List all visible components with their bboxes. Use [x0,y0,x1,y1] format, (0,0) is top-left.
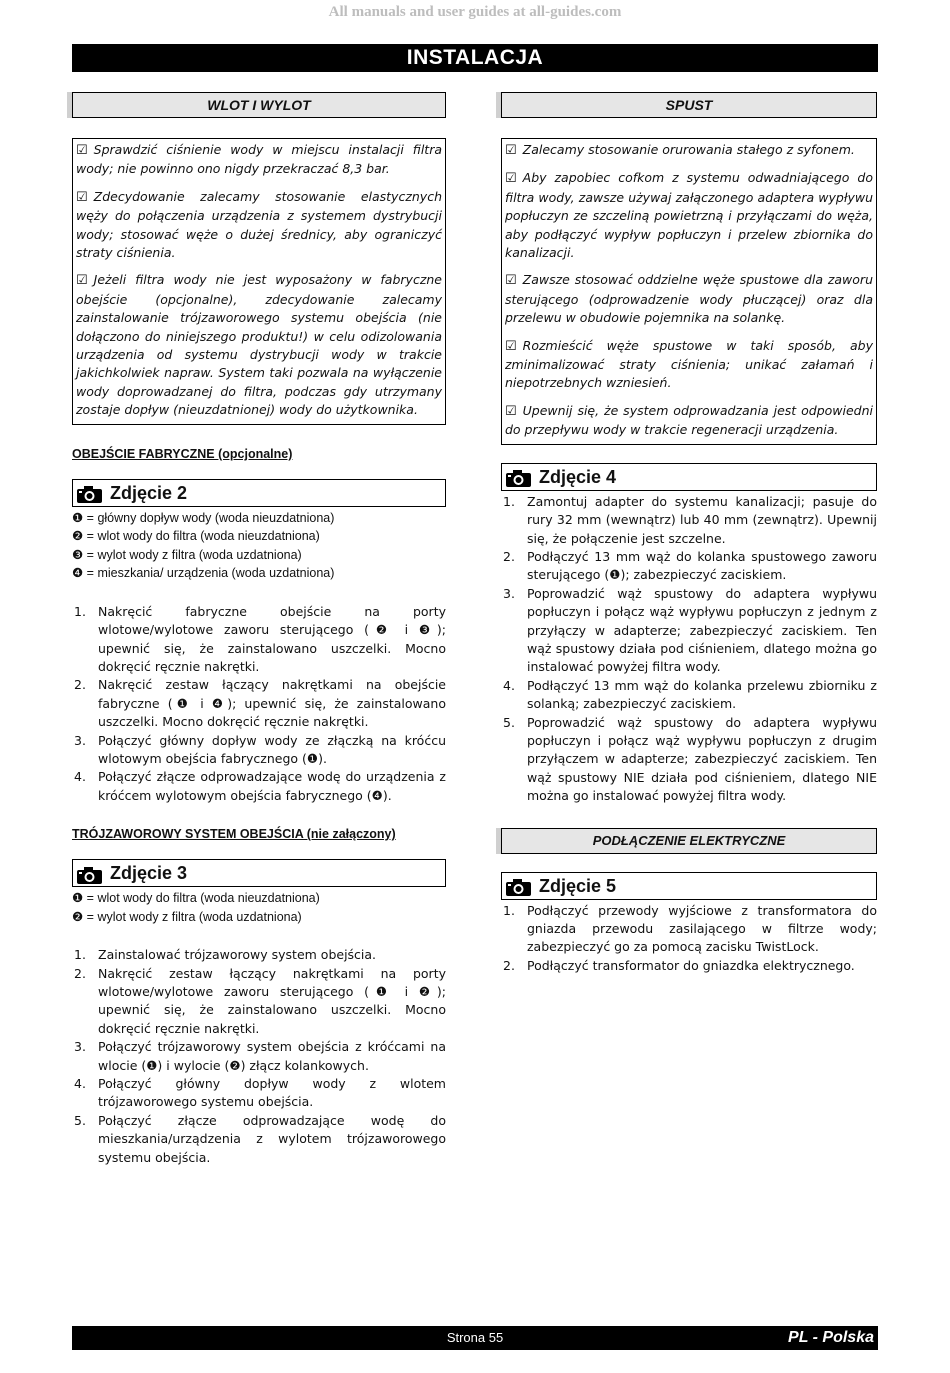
list-item: 1. Zamontuj adapter do systemu kanalizacji; pasuje do rury 32 mm (wewnątrz) lub 40 mm (zewnątrz). Upewnij się, że połączenie jest szczelne. [503,493,877,546]
drain-checklist [501,138,877,445]
list-item: 3. Połączyć główny dopływ wody ze złączką na króćcu wlotowym obejścia fabrycznego (❶). [74,732,446,766]
checkbox-icon: ☑ [76,189,88,205]
list-item: 2. Podłączyć transformator do gniazdka elektrycznego. [503,957,855,973]
photo-4-steps [501,493,877,806]
section-title-inlet-outlet: WLOT I WYLOT [72,92,446,118]
list-item: 4. Połączyć złącze odprowadzające wodę do urządzenia z króćcem wylotowym obejścia fabrycznego (❹). [74,769,446,803]
checklist-item: ☑ Rozmieścić węże spustowe w taki sposób, aby zminimalizować straty ciśnienia; unikać załamań i niepotrzebnych wzniesień. [505,337,873,391]
three-valve-bypass-title: TRÓJZAWOROWY SYSTEM OBEJŚCIA (nie załączony) [72,827,396,842]
inlet-outlet-checklist [72,138,446,425]
list-item: 2. Podłączyć 13 mm wąż do kolanka spustowego zaworu sterującego (❶); zabezpieczyć zaciskiem. [503,548,877,583]
camera-icon [77,484,102,501]
photo-2-steps [72,603,446,805]
list-item: 1. Nakręcić fabryczne obejście na porty wlotowe/wylotowe zaworu sterującego (❷ i ❸); upewnić się, że zainstalowano uszczelki. Mocno dokręcić ręcznie nakrętki. [74,603,446,674]
checklist-item: ☑ Jeżeli filtra wody nie jest wyposażony w fabryczne obejście (opcjonalne), zdecydowanie zalecamy zainstalowanie trójzaworowego systemu obejścia (nie dołączono do niniejszego produktu!) w celu odizolowania urządzenia od systemu dystrybucji wody w trakcie jakichkolwiek napraw. System taki pozwala na wyłączenie wody doprowadzanej do filtra, podczas gdy utrzymany zostaje dopływ (nieuzdatnionej) wody do użytkownika. [76,272,442,418]
watermark: All manuals and user guides at all-guides.com [328,4,622,20]
checklist-item: ☑ Zdecydowanie zalecamy stosowanie elastycznych węży do połączenia urządzenia z systemem dystrybucji wody; stosować węże o dużej średnicy, aby ograniczyć straty ciśnienia. [76,188,442,261]
photo-2-legend [72,509,446,583]
photo-5-heading: Zdjęcie 5 [501,872,877,900]
checklist-item: ☑ Zalecamy stosowanie orurowania stałego z syfonem. [505,142,855,158]
photo-3-heading: Zdjęcie 3 [72,859,446,887]
right-column [501,92,877,975]
checkbox-icon: ☑ [505,143,517,158]
legend-item: ❶ = wlot wody do filtra (woda nieuzdatniona) [72,891,320,906]
list-item: 4. Połączyć główny dopływ wody z wlotem trójzaworowego systemu obejścia. [74,1076,446,1110]
section-title-electrical: PODŁĄCZENIE ELEKTRYCZNE [501,828,877,854]
checklist-item: ☑ Zawsze stosować oddzielne węże spustowe dla zaworu sterującego (odprowadzenie wody płuczącej) oraz dla przelewu w obudowie pojemnika na solankę. [505,272,873,326]
list-item: 5. Połączyć złącze odprowadzające wodę do mieszkania/urządzenia z wylotem trójzaworowego systemu obejścia. [74,1112,446,1165]
legend-item: ❹ = mieszkania/ urządzenia (woda uzdatniona) [72,566,335,581]
list-item: 4. Podłączyć 13 mm wąż do kolanka przelewu zbiorniku z solanką; zabezpieczyć zaciskiem. [503,677,877,712]
photo-4-heading: Zdjęcie 4 [501,463,877,491]
left-column [72,92,446,1167]
list-item: 3. Połączyć trójzaworowy system obejścia z króćcami na wlocie (❶) i wylocie (❷) złącz kolankowych. [74,1039,446,1073]
section-title-drain: SPUST [501,92,877,118]
camera-icon [77,865,102,882]
checkbox-icon: ☑ [505,171,517,187]
page-title: INSTALACJA [72,44,878,72]
language-label: PL - Polska [788,1329,874,1346]
checkbox-icon: ☑ [505,338,517,354]
camera-icon [506,468,531,485]
checklist-item: ☑ Aby zapobiec cofkom z systemu odwadniającego do filtra wody, zawsze używaj załączonego adaptera wypływu popłuczyn ze szczeliną powietrzną i przyłączami do węża, aby podłączyć wypływ popłuczyn i przelew zbiornika do kanalizacji. [505,170,873,261]
list-item: 1. Podłączyć przewody wyjściowe z transformatora do gniazda przewodu zasilającego w filtrze wody; zabezpieczyć go za pomocą zacisku TwistLock. [503,902,877,955]
checkbox-icon: ☑ [76,143,88,158]
footer [72,1326,878,1350]
camera-icon [506,877,531,894]
legend-item: ❷ = wylot wody z filtra (woda uzdatniona) [72,909,302,924]
list-item: 2. Nakręcić zestaw łączący nakrętkami na obejście fabryczne (❶ i ❹); upewnić się, że zainstalowano uszczelki. Mocno dokręcić ręcznie nakrętki. [74,677,446,730]
factory-bypass-title: OBEJŚCIE FABRYCZNE (opcjonalne) [72,446,293,461]
checklist-item: ☑ Sprawdzić ciśnienie wody w miejscu instalacji filtra wody; nie powinno ono nigdy przekraczać 8,3 bar. [76,142,442,177]
list-item: 2. Nakręcić zestaw łączący nakrętkami na porty wlotowe/wylotowe zaworu sterującego (❶ i ❷); upewnić się, że zainstalowano uszczelki. Mocno dokręcić ręcznie nakrętki. [74,965,446,1036]
list-item: 1. Zainstalować trójzaworowy system obejścia. [74,947,377,963]
photo-3-steps [72,946,446,1167]
checkbox-icon: ☑ [76,273,88,289]
checkbox-icon: ☑ [505,403,517,419]
photo-5-steps [501,902,877,976]
checkbox-icon: ☑ [505,273,517,289]
legend-item: ❶ = główny dopływ wody (woda nieuzdatniona) [72,510,335,525]
list-item: 3. Poprowadzić wąż spustowy do adaptera wypływu popłuczyn i połącz wąż wypływu popłuczyn z jednym z przyłączy w adapterze; zabezpieczyć zaciskiem. Ten wąż spustowy działa pod ciśnieniem, dlatego można go instalować powyżej filtra wody. [503,585,877,675]
list-item: 5. Poprowadzić wąż spustowy do adaptera wypływu popłuczyn i połącz wąż wypływu popłuczyn z drugim przyłączem w adapterze; zabezpieczyć zaciskiem. Ten wąż spustowy NIE działa pod ciśnieniem, dlatego NIE można go instalować powyżej filtra wody. [503,714,877,804]
photo-3-legend [72,889,446,926]
legend-item: ❷ = wlot wody do filtra (woda nieuzdatniona) [72,529,320,544]
legend-item: ❸ = wylot wody z filtra (woda uzdatniona) [72,547,302,562]
photo-2-heading: Zdjęcie 2 [72,479,446,507]
page-number: Strona 55 [446,1330,504,1345]
checklist-item: ☑ Upewnij się, że system odprowadzania jest odpowiedni do przepływu wody w trakcie regeneracji urządzenia. [505,402,873,438]
